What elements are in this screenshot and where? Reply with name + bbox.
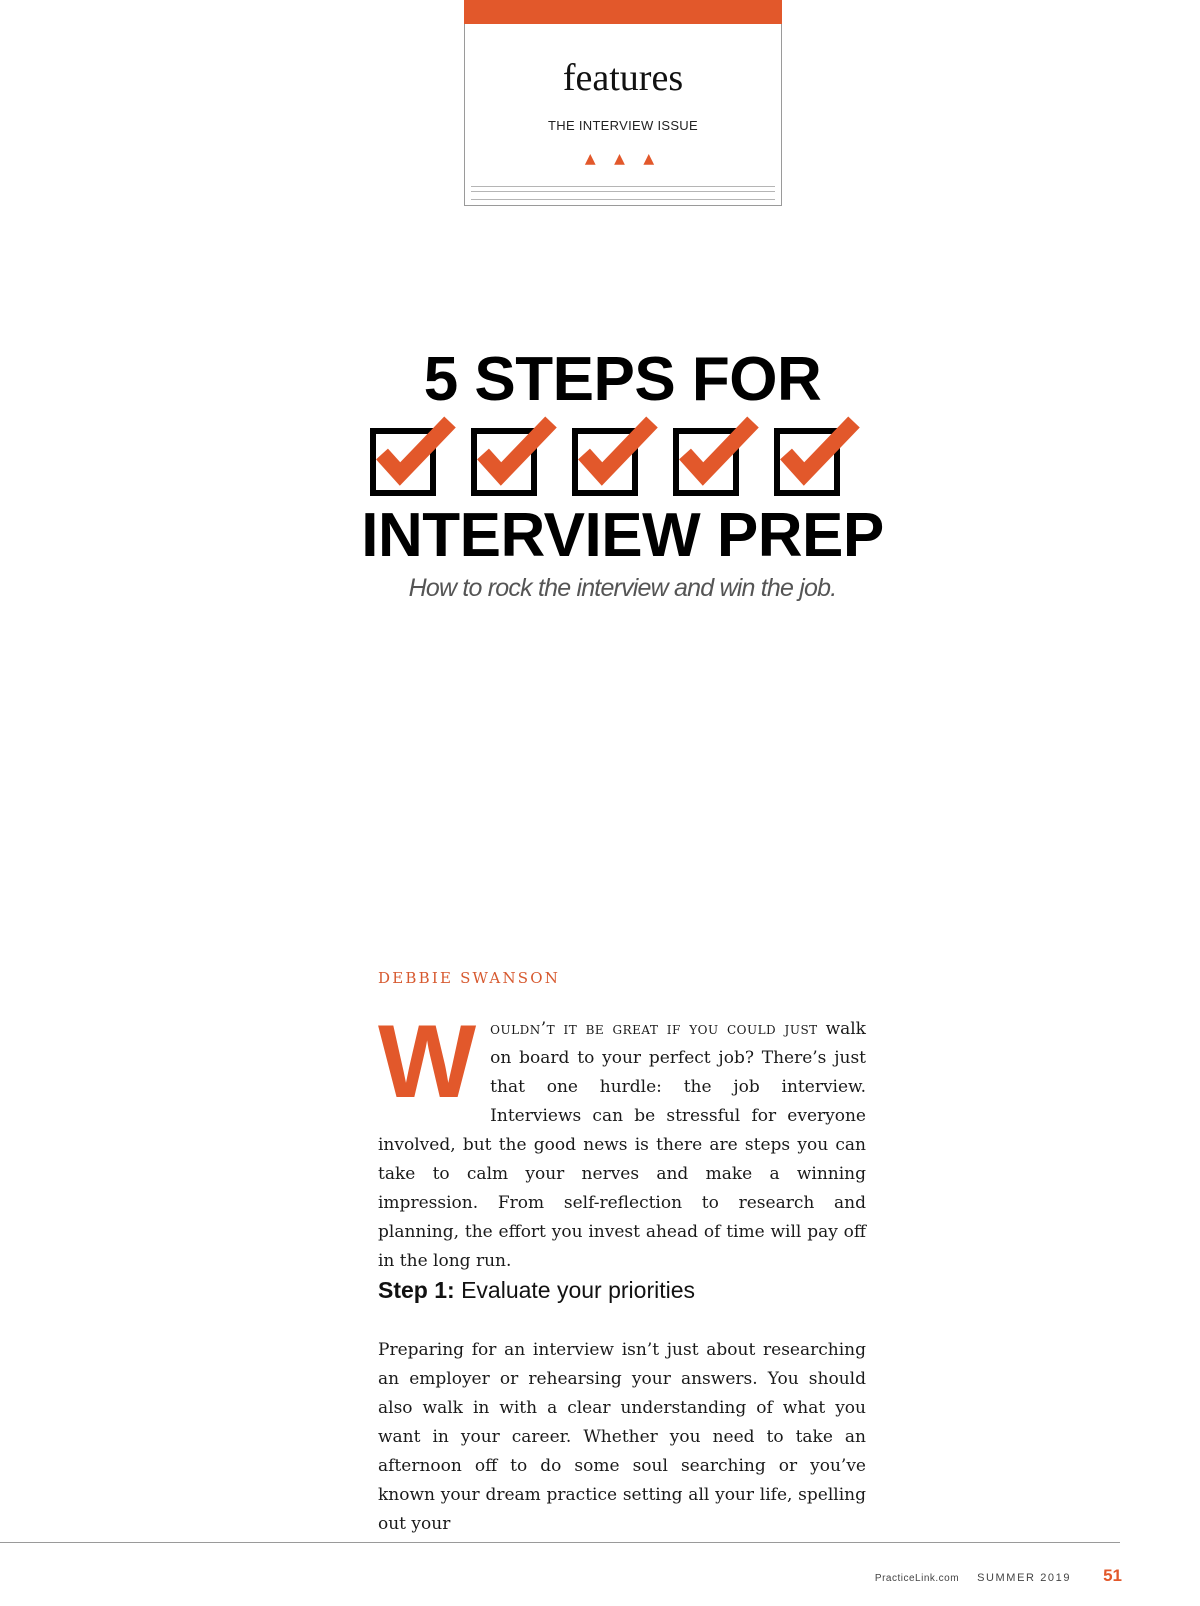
checked-box-icon [572,412,668,498]
page-number: 51 [1103,1566,1122,1585]
byline: DEBBIE SWANSON [378,969,561,987]
drop-cap: W [378,1004,477,1120]
step-1-title: Evaluate your priorities [461,1277,696,1303]
tab-rule-lines [471,186,775,200]
checked-box-icon [673,412,769,498]
step-1-heading [378,1277,695,1304]
deck-subtitle: How to rock the interview and win the job. [408,574,837,602]
section-tab [464,0,782,206]
checked-box-icon [471,412,567,498]
headline-line-1: 5 STEPS FOR [423,345,822,414]
checked-box-icon [370,412,466,498]
lead-in-caps: ouldn’t it be great if you could just [490,1019,818,1039]
article-intro [378,1004,866,1276]
step-1-label: Step 1: [378,1277,455,1303]
page-footer [875,1566,1122,1586]
footer-rule [0,1542,1120,1543]
checked-box-icon [774,412,870,498]
triangle-ornament-icon: ▲ ▲ ▲ [584,151,662,167]
step-1-body: Preparing for an interview isn’t just about researching an employer or rehearsing your answers. You should also walk in with a clear understanding of what you want in your career. Whether you need to take an afternoon off to do some soul searching or you’ve known your dream practice setting all your life, spelling out your [378,1340,866,1534]
section-subtitle: THE INTERVIEW ISSUE [548,118,698,133]
section-title: features [562,57,684,99]
section-tab-bar [464,0,782,24]
footer-site: PracticeLink.com [874,1573,960,1584]
intro-text: walk on board to your perfect job? There’s just that one hurdle: the job interview. Interviews can be stressful for everyone involved, but the good news is there are steps you can take to calm your nerves and make a winning impression. From self-reflection to research and planning, the effort you invest ahead of time will pay off in the long run. [378,1019,866,1271]
footer-issue: SUMMER 2019 [977,1572,1072,1584]
headline-line-2: INTERVIEW PREP [361,501,884,570]
checkbox-row [370,412,880,498]
